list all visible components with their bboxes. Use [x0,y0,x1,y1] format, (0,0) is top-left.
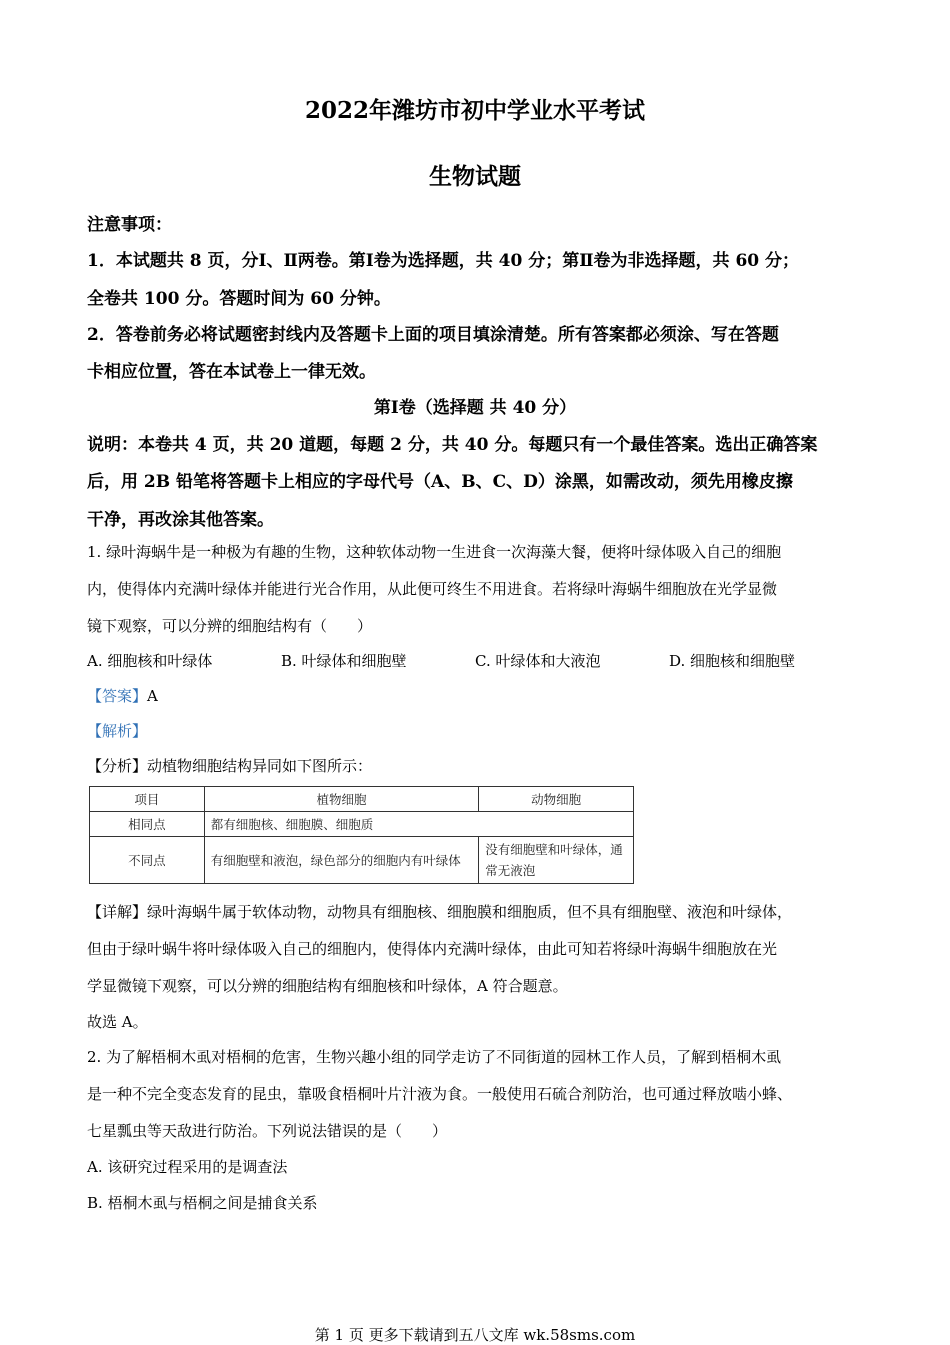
page-footer: 第 1 页 更多下载请到五八文库 wk.58sms.com [314,1326,636,1344]
q1-line1: 1. 绿叶海蜗牛是一种极为有趣的生物，这种软体动物一生进食一次海藻大餐，便将叶绿体吸入自己的细胞 [87,543,782,561]
detail-tag: 【详解】 [87,903,148,921]
q1-option-c: C. 叶绿体和大液泡 [475,652,601,670]
notice-heading: 注意事项： [87,215,172,235]
notice-item1-line2: 全卷共 100 分。答题时间为 60 分钟。 [87,289,391,309]
table-row [90,837,634,884]
table-header: 植物细胞 [204,787,478,812]
table-cell-same-text: 都有细胞核、细胞膜、细胞质 [204,812,633,837]
q2-option-b: B. 梧桐木虱与梧桐之间是捕食关系 [87,1194,318,1212]
q1-option-b: B. 叶绿体和细胞壁 [281,652,407,670]
q1-option-d: D. 细胞核和细胞壁 [669,652,796,670]
q1-line3: 镜下观察，可以分辨的细胞结构有（ ） [87,617,373,635]
analysis-tag: 【解析】 [87,722,148,740]
table-cell-diff-animal: 没有细胞壁和叶绿体，通常无液泡 [479,837,634,884]
section-desc-line3: 干净，再改涂其他答案。 [87,510,274,530]
q2-line1: 2. 为了解梧桐木虱对梧桐的危害，生物兴趣小组的同学走访了不同街道的园林工作人员，了解到梧桐木虱 [87,1048,782,1066]
table-header: 项目 [90,787,205,812]
table-header: 动物细胞 [479,787,634,812]
section-desc-line2: 后，用 2B 铅笔将答题卡上相应的字母代号（A、B、C、D）涂黑，如需改动，须先用橡皮擦 [87,472,793,492]
q1-option-a: A. 细胞核和叶绿体 [87,652,213,670]
section-title: 第Ⅰ卷（选择题 共 40 分） [373,398,577,418]
table-cell-same-label: 相同点 [90,812,205,837]
q2-line3: 七星瓢虫等天敌进行防治。下列说法错误的是（ ） [87,1122,448,1140]
subject-title: 生物试题 [429,163,521,190]
notice-item2-line2: 卡相应位置，答在本试卷上一律无效。 [87,362,376,382]
cell-comparison-table [89,786,634,884]
q1-answer [87,685,158,706]
fenxi-tag: 【分析】 [87,757,148,775]
section-desc-line1: 说明：本卷共 4 页，共 20 道题，每题 2 分，共 40 分。每题只有一个最佳答案。选出正确答案 [87,435,818,455]
q1-fenxi [87,755,372,776]
fenxi-text: 动植物细胞结构异同如下图所示： [147,757,373,775]
q2-option-a: A. 该研究过程采用的是调查法 [87,1158,288,1176]
answer-value: A [147,687,158,705]
q1-detail-line3: 学显微镜下观察，可以分辨的细胞结构有细胞核和叶绿体，A 符合题意。 [87,977,568,995]
q1-detail-line2: 但由于绿叶蜗牛将叶绿体吸入自己的细胞内，使得体内充满叶绿体，由此可知若将绿叶海蜗牛细胞放在光 [87,940,778,958]
q1-detail-line1 [87,901,792,922]
table-cell-diff-label: 不同点 [90,837,205,884]
exam-title: 2022年潍坊市初中学业水平考试 [304,97,645,124]
q1-conclusion: 故选 A。 [87,1013,148,1031]
q1-line2: 内，使得体内充满叶绿体并能进行光合作用，从此便可终生不用进食。若将绿叶海蜗牛细胞放在光学显微 [87,580,778,598]
table-cell-diff-plant: 有细胞壁和液泡，绿色部分的细胞内有叶绿体 [204,837,478,884]
notice-item2-line1: 2．答卷前务必将试题密封线内及答题卡上面的项目填涂清楚。所有答案都必须涂、写在答题 [87,325,779,345]
table-header-row [90,787,634,812]
detail-text: 绿叶海蜗牛属于软体动物，动物具有细胞核、细胞膜和细胞质，但不具有细胞壁、液泡和叶绿体， [147,903,793,921]
q2-line2: 是一种不完全变态发育的昆虫，靠吸食梧桐叶片汁液为食。一般使用石硫合剂防治，也可通过释放啮小蜂、 [87,1085,793,1103]
table-row [90,812,634,837]
answer-tag: 【答案】 [87,687,148,705]
notice-item1-line1: 1．本试题共 8 页，分Ⅰ、Ⅱ两卷。第Ⅰ卷为选择题，共 40 分；第Ⅱ卷为非选择题，共 60 分； [87,251,800,271]
